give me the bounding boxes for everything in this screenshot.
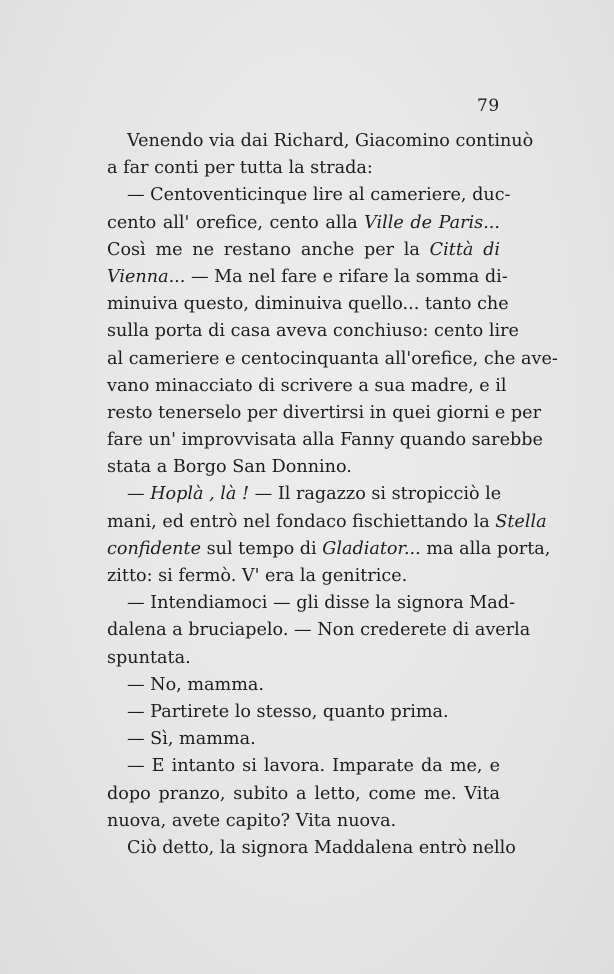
- text-run: mani, ed entrò nel fondaco fischiettando la: [107, 511, 496, 532]
- text-run: vano minacciato di scrivere a sua madre, e il: [107, 375, 507, 396]
- text-line: [107, 454, 500, 481]
- text-line: [107, 753, 500, 780]
- text-line: [107, 346, 558, 373]
- text-run: Così me ne restano anche per la: [107, 239, 430, 260]
- text-line: [107, 128, 534, 155]
- text-run: sulla porta di casa aveva conchiuso: cento lire: [107, 321, 519, 342]
- text-run: al cameriere e centocinquanta all'orefice, che ave-: [107, 348, 558, 369]
- text-run: stata a Borgo San Donnino.: [107, 457, 352, 478]
- italic-run: Stella: [495, 511, 547, 532]
- text-run: — Ma nel fare e rifare la somma di-: [185, 266, 508, 287]
- text-run: —: [127, 484, 151, 505]
- text-line: [107, 155, 500, 182]
- text-line: [107, 645, 500, 672]
- text-line: [107, 291, 509, 318]
- text-line: [107, 373, 507, 400]
- italic-run: Gladiator...: [322, 538, 421, 559]
- text-run: zitto: si fermò. V' era la genitrice.: [107, 566, 408, 586]
- text-line: [107, 210, 500, 237]
- text-run: minuiva questo, diminuiva quello... tanto che: [107, 294, 509, 315]
- text-line: [107, 237, 500, 264]
- text-run: ma alla porta,: [420, 538, 551, 559]
- text-line: [107, 617, 531, 644]
- text-line: [107, 672, 500, 699]
- text-run: — Partirete lo stesso, quanto prima.: [127, 701, 449, 722]
- text-line: [107, 400, 541, 427]
- text-line: [107, 726, 500, 753]
- italic-run: Hoplà , là !: [150, 484, 250, 505]
- text-line: [107, 509, 547, 536]
- text-run: cento all' orefice, cento alla: [107, 212, 365, 233]
- italic-run: confidente: [107, 538, 201, 559]
- page-number: 79: [477, 96, 500, 116]
- text-run: Venendo via dai Richard, Giacomino continuò: [127, 131, 534, 151]
- text-line: [107, 536, 551, 563]
- text-run: resto tenerselo per divertirsi in quei giorni e per: [107, 402, 541, 423]
- text-run: a far conti per tutta la strada:: [107, 158, 373, 179]
- text-run: dalena a bruciapelo. — Non crederete di averla: [107, 620, 531, 641]
- text-run: — Sì, mamma.: [127, 729, 256, 750]
- text-run: sul tempo di: [201, 538, 323, 559]
- italic-run: Ville de Paris...: [364, 212, 500, 233]
- italic-run: Città di: [429, 239, 500, 260]
- text-line: [107, 835, 516, 862]
- text-run: — Intendiamoci — gli disse la signora Mad-: [127, 593, 516, 614]
- text-line: [107, 563, 500, 590]
- text-line: [107, 182, 511, 209]
- text-run: Ciò detto, la signora Maddalena entrò nello: [127, 837, 516, 858]
- text-run: — E intanto si lavora. Imparate da me, e: [127, 756, 500, 777]
- text-line: [107, 808, 500, 835]
- page-text: [107, 128, 558, 862]
- text-run: — Centoventicinque lire al cameriere, duc-: [127, 185, 511, 206]
- text-line: [107, 590, 516, 617]
- text-line: [107, 699, 500, 726]
- text-run: — Il ragazzo si stropicciò le: [249, 484, 502, 505]
- text-line: [107, 481, 500, 508]
- text-line: [107, 264, 508, 291]
- italic-run: Vienna...: [107, 266, 186, 287]
- text-run: spuntata.: [107, 647, 191, 668]
- text-run: dopo pranzo, subito a letto, come me. Vita: [107, 783, 500, 804]
- text-run: nuova, avete capito? Vita nuova.: [107, 810, 397, 831]
- text-line: [107, 781, 500, 808]
- text-run: — No, mamma.: [127, 674, 264, 695]
- text-run: fare un' improvvisata alla Fanny quando sarebbe: [107, 430, 543, 451]
- text-line: [107, 318, 519, 345]
- text-line: [107, 427, 543, 454]
